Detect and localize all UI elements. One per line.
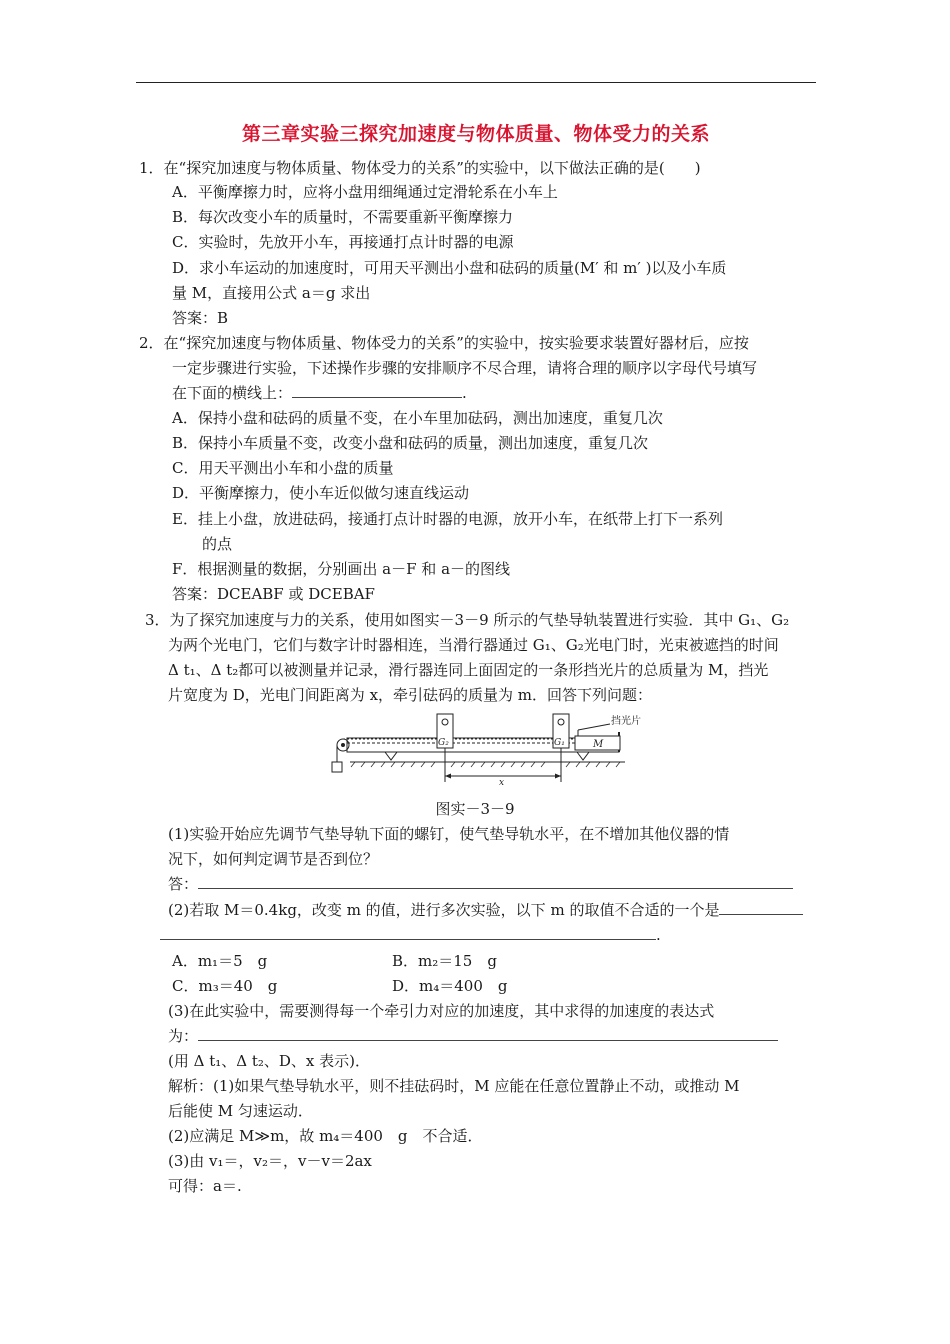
q2-option-a: A．保持小盘和砝码的质量不变，在小车里加砝码，测出加速度，重复几次	[172, 409, 663, 427]
q3-option-a: A．m₁＝5 g	[172, 952, 268, 970]
q3-part2-line1	[168, 900, 803, 920]
q3-part2-blank-2[interactable]	[160, 925, 656, 940]
q1-option-b: B．每次改变小车的质量时，不需要重新平衡摩擦力	[172, 208, 514, 226]
q3-stem-line3: Δ t₁、Δ t₂都可以被测量并记录，滑行器连同上面固定的一条形挡光片的总质量为 M，挡光	[168, 661, 769, 679]
plate-pointer	[578, 724, 610, 730]
figure-caption: 图实－3－9	[435, 800, 515, 818]
label-m: M	[593, 739, 604, 750]
page-title: 第三章实验三探究加速度与物体质量、物体受力的关系	[241, 123, 710, 145]
q1-option-d-line2: 量 M，直接用公式 a＝g 求出	[172, 284, 371, 302]
q3-option-b: B．m₂＝15 g	[392, 952, 497, 970]
q2-answer: 答案：DCEABF 或 DCEBAF	[172, 585, 375, 603]
q2-option-f: F．根据测量的数据，分别画出 a－F 和 a－的图线	[172, 560, 511, 578]
q3-part3-line1: (3)在此实验中，需要测得每一个牵引力对应的加速度，其中求得的加速度的表达式	[168, 1002, 715, 1020]
ground-hatch	[351, 762, 620, 767]
q3-stem-line1: 3．为了探究加速度与力的关系，使用如图实－3－9 所示的气垫导轨装置进行实验．其中 G₁、G₂	[145, 611, 790, 629]
right-support	[577, 752, 589, 760]
q1-answer: 答案：B	[172, 309, 229, 327]
q2-stem-line3	[172, 383, 467, 403]
q3-part2-line2	[160, 925, 661, 945]
q3-part3-line3: (用 Δ t₁、Δ t₂、D、x 表示)．	[168, 1052, 371, 1070]
pulley-axle	[342, 744, 345, 747]
q3-solution-line2: 后能使 M 匀速运动．	[168, 1102, 313, 1120]
hanging-weight	[332, 762, 342, 772]
q3-part2-end: .	[656, 926, 661, 944]
q3-part1-line2: 况下，如何判定调节是否到位？	[168, 850, 379, 868]
q1-option-a: A．平衡摩擦力时，应将小盘用细绳通过定滑轮系在小车上	[172, 183, 558, 201]
q3-part3-blank[interactable]	[198, 1026, 778, 1041]
label-x: x	[499, 778, 505, 788]
label-g1: G₁	[554, 738, 565, 748]
q2-option-c: C．用天平测出小车和小盘的质量	[172, 459, 394, 477]
q2-stem-line3-end: .	[462, 384, 467, 402]
q2-option-b: B．保持小车质量不变，改变小盘和砝码的质量，测出加速度，重复几次	[172, 434, 649, 452]
q2-answer-blank[interactable]	[292, 383, 462, 398]
q3-part3-label: 为：	[168, 1027, 199, 1045]
q3-solution-line1: 解析：(1)如果气垫导轨水平，则不挂砝码时，M 应能在任意位置静止不动，或推动 M	[168, 1077, 740, 1095]
distance-arrowhead-right	[555, 774, 561, 779]
q2-option-d: D．平衡摩擦力，使小车近似做匀速直线运动	[172, 484, 470, 502]
q3-solution-line3: (2)应满足 M≫m，故 m₄＝400 g 不合适．	[168, 1127, 483, 1145]
distance-arrowhead-left	[445, 774, 451, 779]
q3-part1-answer-label: 答：	[168, 875, 199, 893]
label-g2: G₂	[438, 738, 449, 748]
q3-part2-blank-1[interactable]	[719, 900, 803, 915]
q3-part1-answer-line	[168, 874, 793, 894]
q2-option-e-line1: E．挂上小盘，放进砝码，接通打点计时器的电源，放开小车，在纸带上打下一系列	[172, 510, 723, 528]
q1-option-d-line1: D．求小车运动的加速度时，可用天平测出小盘和砝码的质量(M′ 和 m′ )以及小车质	[172, 259, 727, 277]
q3-part1-answer-blank[interactable]	[198, 874, 793, 889]
q3-stem-line4: 片宽度为 D，光电门间距离为 x，牵引砝码的质量为 m．回答下列问题：	[168, 686, 653, 704]
q1-stem: 1．在“探究加速度与物体质量、物体受力的关系”的实验中，以下做法正确的是( )	[139, 159, 701, 177]
q2-stem-line3-text: 在下面的横线上：	[172, 384, 293, 402]
label-plate: 挡光片	[611, 716, 641, 727]
q2-stem-line2: 一定步骤进行实验，下述操作步骤的安排顺序不尽合理，请将合理的顺序以字母代号填写	[172, 359, 758, 377]
air-track-figure	[325, 712, 641, 792]
left-support	[385, 752, 397, 760]
q3-solution-line5: 可得：a＝.	[168, 1177, 242, 1195]
q3-part2-text: (2)若取 M＝0.4kg，改变 m 的值，进行多次实验，以下 m 的取值不合适的一个是	[168, 901, 720, 919]
q3-stem-line2: 为两个光电门，它们与数字计时器相连，当滑行器通过 G₁、G₂光电门时，光束被遮挡的时间	[168, 636, 779, 654]
q3-part1-line1: (1)实验开始应先调节气垫导轨下面的螺钉，使气垫导轨水平，在不增加其他仪器的情	[168, 825, 730, 843]
q3-option-d: D．m₄＝400 g	[392, 977, 508, 995]
q2-stem-line1: 2．在“探究加速度与物体质量、物体受力的关系”的实验中，按实验要求装置好器材后，应按	[139, 334, 749, 352]
q1-option-c: C．实验时，先放开小车，再接通打点计时器的电源	[172, 233, 514, 251]
q3-option-c: C．m₃＝40 g	[172, 977, 278, 995]
header-rule	[136, 82, 816, 83]
q3-part3-line2	[168, 1026, 778, 1046]
q3-solution-line4: (3)由 v₁＝，v₂＝，v－v＝2ax	[168, 1152, 372, 1170]
q2-option-e-line2: 的点	[202, 535, 233, 553]
